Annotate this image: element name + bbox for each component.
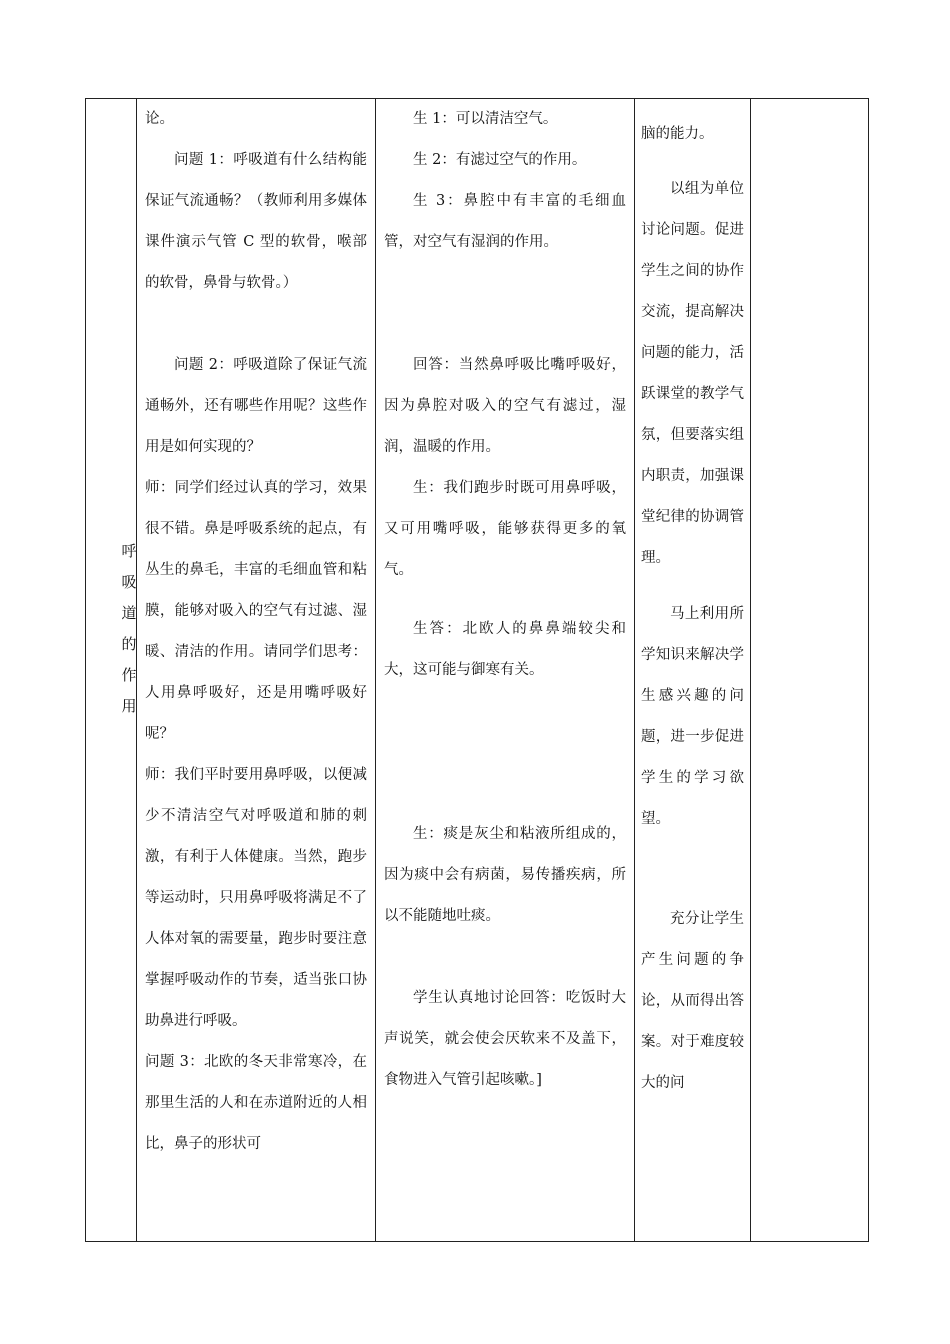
student-answer-2: 生 2：有滤过空气的作用。: [413, 152, 587, 168]
lesson-table: [85, 98, 869, 1242]
notes-cell: [751, 99, 869, 1242]
design-intent-cell: [635, 99, 751, 1242]
question-1: 问题 1：呼吸道有什么结构能保证气流通畅？（教师利用多媒体课件演示气管 C 型的软骨，喉部的软骨，鼻骨与软骨。）: [145, 152, 367, 291]
intent-text: 马上利用所学知识来解决学生感兴趣的问题，进一步促进学生的学习欲望。: [641, 605, 744, 827]
student-answer-3: 生 3：鼻腔中有丰富的毛细血管，对空气有湿润的作用。: [384, 193, 626, 250]
student-reply-3: 生答：北欧人的鼻鼻端较尖和大，这可能与御寒有关。: [384, 621, 626, 678]
table-row: [86, 99, 869, 1242]
topic-char: 作: [121, 666, 137, 684]
student-reply-4: 生：痰是灰尘和粘液所组成的，因为痰中会有病菌，易传播疾病，所以不能随地吐痰。: [384, 826, 626, 924]
teacher-explanation-1: 师：同学们经过认真的学习，效果很不错。鼻是呼吸系统的起点，有丛生的鼻毛，丰富的毛细血管和粘膜，能够对吸入的空气有过滤、湿暖、清洁的作用。请同学们思考：人用鼻呼吸好，还是用嘴呼吸好呢？: [145, 480, 367, 742]
topic-label: [121, 536, 137, 722]
question-2: 问题 2：呼吸道除了保证气流通畅外，还有哪些作用呢？这些作用是如何实现的？: [145, 357, 367, 455]
student-reply-1: 回答：当然鼻呼吸比嘴呼吸好，因为鼻腔对吸入的空气有滤过，湿润，温暖的作用。: [384, 357, 626, 455]
student-reply-2: 生：我们跑步时既可用鼻呼吸，又可用嘴呼吸，能够获得更多的氧气。: [384, 480, 626, 578]
student-activity-cell: [376, 99, 635, 1242]
student-answer-1: 生 1：可以清洁空气。: [413, 111, 558, 127]
teacher-explanation-2: 师：我们平时要用鼻呼吸，以便减少不清洁空气对呼吸道和肺的刺激，有利于人体健康。当然，跑步等运动时，只用鼻呼吸将满足不了人体对氧的需要量，跑步时要注意掌握呼吸动作的节奏，适当张口协助鼻进行呼吸。: [145, 767, 367, 1029]
topic-char: 道: [121, 604, 137, 622]
topic-cell: [86, 99, 137, 1242]
teacher-activity-cell: [137, 99, 376, 1242]
intent-text: 脑的能力。: [641, 125, 714, 142]
intent-text: 以组为单位讨论问题。促进学生之间的协作交流，提高解决问题的能力，活跃课堂的教学气氛，但要落实组内职责，加强课堂纪律的协调管理。: [641, 181, 744, 566]
topic-char: 吸: [121, 573, 137, 591]
teacher-text: 论。: [145, 111, 174, 127]
question-3: 问题 3：北欧的冬天非常寒冷，在那里生活的人和在赤道附近的人相比，鼻子的形状可: [145, 1054, 367, 1152]
student-reply-5: 学生认真地讨论回答：吃饭时大声说笑，就会使会厌软来不及盖下，食物进入气管引起咳嗽。]: [384, 990, 626, 1088]
intent-text: 充分让学生产生问题的争论，从而得出答案。对于难度较大的问: [641, 910, 744, 1091]
topic-char: 呼: [121, 542, 137, 560]
topic-char: 的: [121, 635, 137, 653]
topic-char: 用: [121, 697, 137, 715]
